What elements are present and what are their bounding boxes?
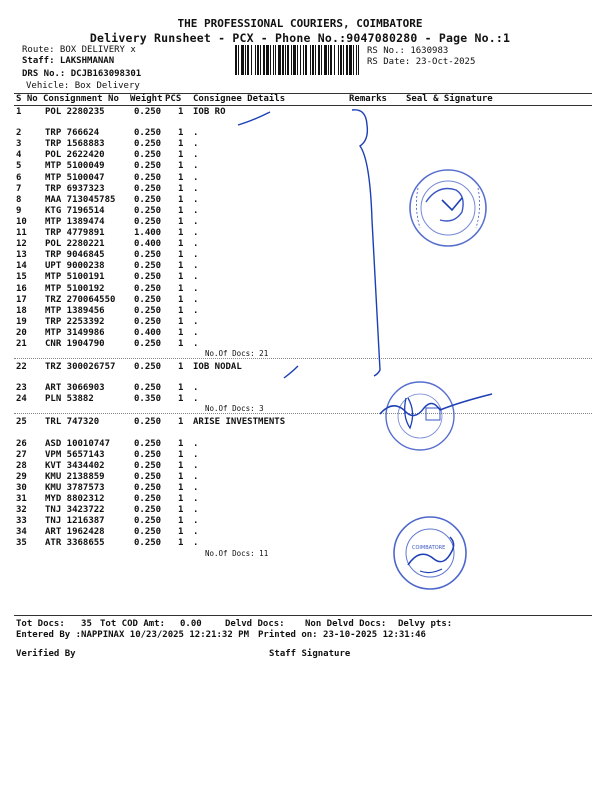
row-pcs: 1 [178, 339, 184, 349]
row-consignment-no: TRZ 300026757 [45, 362, 116, 373]
row-sno: 31 [16, 494, 27, 504]
row-consignment-no: TRP 1568883 [45, 139, 105, 150]
row-consignment-no: MTP 5100191 [45, 272, 105, 283]
row-weight: 0.250 [134, 438, 162, 449]
row-pcs: 1 [178, 205, 184, 216]
row-consignment-no: POL 2622420 [45, 150, 105, 161]
row-consignee: . [193, 494, 199, 504]
row-consignment-no: VPM 5657143 [45, 449, 105, 460]
row-weight: 0.250 [134, 294, 162, 305]
row-consignee: . [193, 272, 199, 283]
staff-label: Staff: LAKSHMANAN [22, 56, 115, 66]
group-doc-count: No.Of Docs: 3 [205, 404, 264, 414]
seal-stamp-3 [394, 517, 466, 589]
row-pcs: 1 [178, 294, 184, 305]
row-consignment-no: PLN 53882 [45, 394, 94, 405]
row-sno: 32 [16, 505, 27, 516]
row-sno: 15 [16, 272, 27, 283]
row-pcs: 1 [178, 107, 184, 117]
row-consignment-no: KMU 3787573 [45, 482, 105, 493]
row-consignment-no: TRP 4779891 [45, 228, 105, 238]
row-pcs: 1 [178, 471, 184, 482]
row-consignment-no: MTP 5100047 [45, 172, 105, 183]
row-sno: 35 [16, 538, 27, 549]
row-weight: 0.350 [134, 394, 162, 405]
row-weight: 0.250 [134, 183, 162, 194]
row-consignment-no: ASD 10010747 [45, 438, 111, 449]
row-sno: 6 [16, 172, 22, 183]
row-pcs: 1 [178, 216, 184, 227]
row-consignment-no: ATR 3368655 [45, 538, 105, 549]
rs-date: RS Date: 23-Oct-2025 [367, 57, 476, 67]
row-weight: 0.250 [134, 305, 162, 316]
row-consignee: . [193, 394, 199, 405]
row-sno: 2 [16, 128, 22, 139]
row-consignment-no: TNJ 1216387 [45, 516, 105, 527]
row-pcs: 1 [178, 417, 184, 428]
tot-cod-label: Tot COD Amt: [100, 619, 166, 629]
seal-stamp-2 [380, 382, 492, 450]
row-consignee: . [193, 250, 199, 261]
row-consignment-no: POL 2280235 [45, 107, 105, 117]
row-weight: 0.250 [134, 261, 162, 272]
row-sno: 5 [16, 161, 22, 172]
row-weight: 0.250 [134, 316, 162, 327]
row-consignee: . [193, 161, 199, 172]
drs-number: DRS No.: DCJB163098301 [22, 69, 142, 79]
row-weight: 0.250 [134, 205, 162, 216]
row-consignee: ARISE INVESTMENTS [193, 417, 286, 428]
row-weight: 0.400 [134, 327, 162, 338]
row-pcs: 1 [178, 527, 184, 538]
runsheet-title: Delivery Runsheet - PCX - Phone No.:9047080280 - Page No.:1 [89, 31, 511, 45]
row-sno: 27 [16, 449, 27, 460]
row-consignment-no: MYD 8802312 [45, 494, 105, 504]
row-consignment-no: TRL 747320 [45, 417, 100, 428]
route-label: Route: BOX DELIVERY x [22, 45, 136, 55]
row-consignment-no: POL 2280221 [45, 239, 105, 250]
row-sno: 26 [16, 438, 27, 449]
row-weight: 0.250 [134, 283, 162, 294]
row-pcs: 1 [178, 194, 184, 205]
row-consignee: . [193, 139, 199, 150]
tot-cod-value: 0.00 [180, 619, 202, 629]
row-pcs: 1 [178, 305, 184, 316]
row-sno: 4 [16, 150, 22, 161]
row-weight: 0.250 [134, 107, 162, 117]
row-weight: 0.250 [134, 516, 162, 527]
vehicle-label: Vehicle: Box Delivery [26, 81, 140, 91]
staff-signature: Staff Signature [269, 649, 351, 659]
row-pcs: 1 [178, 538, 184, 549]
verified-by: Verified By [16, 649, 76, 659]
row-pcs: 1 [178, 128, 184, 139]
row-weight: 0.250 [134, 172, 162, 183]
row-consignment-no: ART 3066903 [45, 383, 105, 394]
row-consignment-no: TRZ 270064550 [45, 294, 116, 305]
row-consignment-no: MAA 713045785 [45, 194, 116, 205]
col-remarks: Remarks [349, 94, 387, 104]
signature-tick-1 [238, 112, 270, 125]
row-weight: 0.250 [134, 150, 162, 161]
row-weight: 0.250 [134, 471, 162, 482]
row-consignee: . [193, 172, 199, 183]
row-pcs: 1 [178, 183, 184, 194]
row-sno: 16 [16, 283, 27, 294]
row-pcs: 1 [178, 261, 184, 272]
row-weight: 0.250 [134, 194, 162, 205]
col-seal: Seal & Signature [406, 94, 493, 104]
row-sno: 21 [16, 339, 27, 349]
row-pcs: 1 [178, 327, 184, 338]
row-consignment-no: ART 1962428 [45, 527, 105, 538]
row-consignment-no: MTP 1389456 [45, 305, 105, 316]
row-pcs: 1 [178, 316, 184, 327]
row-weight: 0.250 [134, 460, 162, 471]
row-weight: 0.250 [134, 272, 162, 283]
row-weight: 0.250 [134, 527, 162, 538]
row-pcs: 1 [178, 394, 184, 405]
group-doc-count: No.Of Docs: 21 [205, 349, 269, 359]
row-sno: 14 [16, 261, 27, 272]
row-pcs: 1 [178, 482, 184, 493]
row-weight: 0.250 [134, 417, 162, 428]
rs-number: RS No.: 1630983 [367, 46, 449, 56]
row-consignment-no: MTP 5100049 [45, 161, 105, 172]
row-consignment-no: MTP 1389474 [45, 216, 105, 227]
row-pcs: 1 [178, 161, 184, 172]
row-consignee: . [193, 327, 199, 338]
row-consignee: . [193, 128, 199, 139]
seal-stamp-1 [410, 170, 486, 246]
row-consignee: . [193, 194, 199, 205]
row-consignee: IOB NODAL [193, 362, 242, 373]
row-consignee: . [193, 482, 199, 493]
row-sno: 1 [16, 107, 22, 117]
row-consignee: . [193, 538, 199, 549]
row-sno: 8 [16, 194, 22, 205]
row-consignment-no: MTP 5100192 [45, 283, 105, 294]
row-consignment-no: KTG 7196514 [45, 205, 105, 216]
row-pcs: 1 [178, 250, 184, 261]
row-consignee: . [193, 294, 199, 305]
row-sno: 17 [16, 294, 27, 305]
row-consignee: . [193, 449, 199, 460]
row-weight: 0.400 [134, 239, 162, 250]
row-consignment-no: MTP 3149986 [45, 327, 105, 338]
row-sno: 11 [16, 228, 27, 238]
row-consignee: . [193, 460, 199, 471]
delvd-docs: Delvd Docs: [225, 619, 285, 629]
row-pcs: 1 [178, 494, 184, 504]
row-consignee: . [193, 228, 199, 238]
row-consignment-no: UPT 9000238 [45, 261, 105, 272]
row-pcs: 1 [178, 172, 184, 183]
row-pcs: 1 [178, 383, 184, 394]
row-pcs: 1 [178, 139, 184, 150]
delvy-pts: Delvy pts: [398, 619, 453, 629]
col-sno: S No [16, 94, 38, 104]
row-consignee: . [193, 305, 199, 316]
col-pcs: PCS [165, 94, 182, 104]
company-title: THE PROFESSIONAL COURIERS, COIMBATORE [177, 17, 423, 30]
row-consignee: . [193, 505, 199, 516]
row-weight: 0.250 [134, 128, 162, 139]
printed-on: Printed on: 23-10-2025 12:31:46 [258, 630, 426, 640]
row-consignee: . [193, 471, 199, 482]
row-consignment-no: TRP 2253392 [45, 316, 105, 327]
row-consignment-no: CNR 1904790 [45, 339, 105, 349]
row-consignment-no: TRP 6937323 [45, 183, 105, 194]
row-sno: 22 [16, 362, 27, 373]
row-consignee: . [193, 205, 199, 216]
row-weight: 0.250 [134, 250, 162, 261]
group-doc-count: No.Of Docs: 11 [205, 548, 269, 558]
row-weight: 0.250 [134, 494, 162, 504]
row-pcs: 1 [178, 239, 184, 250]
row-pcs: 1 [178, 272, 184, 283]
row-weight: 0.250 [134, 362, 162, 373]
row-consignee: . [193, 438, 199, 449]
col-consignee: Consignee Details [193, 94, 286, 104]
row-consignment-no: TNJ 3423722 [45, 505, 105, 516]
row-consignee: . [193, 183, 199, 194]
row-weight: 1.400 [134, 228, 162, 238]
row-sno: 18 [16, 305, 27, 316]
row-consignee: . [193, 316, 199, 327]
remarks-bracket-line [352, 110, 380, 376]
row-consignee: . [193, 261, 199, 272]
row-pcs: 1 [178, 460, 184, 471]
row-pcs: 1 [178, 505, 184, 516]
row-weight: 0.250 [134, 449, 162, 460]
row-pcs: 1 [178, 283, 184, 294]
row-pcs: 1 [178, 438, 184, 449]
row-weight: 0.250 [134, 216, 162, 227]
row-consignee: . [193, 283, 199, 294]
row-consignment-no: TRP 9046845 [45, 250, 105, 261]
row-sno: 29 [16, 471, 27, 482]
row-consignee: . [193, 216, 199, 227]
row-weight: 0.250 [134, 339, 162, 349]
row-consignee: . [193, 239, 199, 250]
row-sno: 24 [16, 394, 27, 405]
row-weight: 0.250 [134, 139, 162, 150]
row-consignee: . [193, 516, 199, 527]
row-consignee: . [193, 150, 199, 161]
row-pcs: 1 [178, 362, 184, 373]
row-sno: 34 [16, 527, 27, 538]
row-pcs: 1 [178, 228, 184, 238]
row-consignee: . [193, 527, 199, 538]
row-sno: 33 [16, 516, 27, 527]
row-sno: 30 [16, 482, 27, 493]
row-weight: 0.250 [134, 505, 162, 516]
row-pcs: 1 [178, 150, 184, 161]
row-weight: 0.250 [134, 161, 162, 172]
col-consignment: Consignment No [43, 94, 119, 104]
row-consignee: . [193, 339, 199, 349]
row-sno: 20 [16, 327, 27, 338]
non-delvd-docs: Non Delvd Docs: [305, 619, 387, 629]
row-sno: 25 [16, 417, 27, 428]
row-sno: 3 [16, 139, 22, 150]
row-consignee: . [193, 383, 199, 394]
row-consignee: IOB RO [193, 107, 226, 117]
entered-by: Entered By :NAPPINAX 10/23/2025 12:21:32 PM [16, 630, 249, 640]
signature-tick-2 [284, 366, 298, 378]
row-sno: 9 [16, 205, 22, 216]
row-pcs: 1 [178, 449, 184, 460]
row-sno: 19 [16, 316, 27, 327]
row-sno: 7 [16, 183, 22, 194]
row-sno: 10 [16, 216, 27, 227]
svg-text:COIMBATORE: COIMBATORE [412, 545, 446, 551]
row-sno: 23 [16, 383, 27, 394]
row-consignment-no: KMU 2138859 [45, 471, 105, 482]
tot-docs: Tot Docs: 35 [16, 619, 92, 629]
row-weight: 0.250 [134, 538, 162, 549]
row-weight: 0.250 [134, 383, 162, 394]
row-consignment-no: KVT 3434402 [45, 460, 105, 471]
row-weight: 0.250 [134, 482, 162, 493]
row-sno: 28 [16, 460, 27, 471]
row-sno: 12 [16, 239, 27, 250]
row-sno: 13 [16, 250, 27, 261]
col-weight: Weight [130, 94, 163, 104]
row-consignment-no: TRP 766624 [45, 128, 100, 139]
row-pcs: 1 [178, 516, 184, 527]
